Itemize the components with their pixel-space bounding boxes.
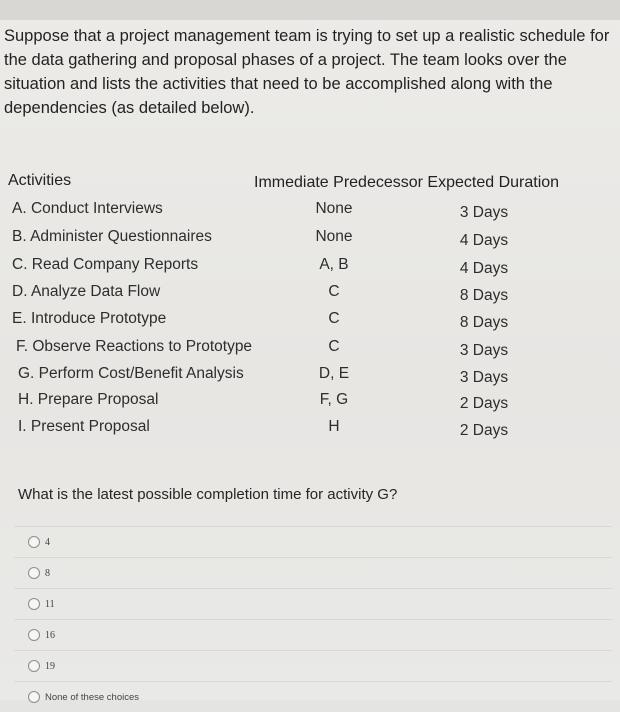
table-row (0, 391, 620, 417)
predecessor: None (315, 200, 353, 217)
activity-name: F. Observe Reactions to Prototype (16, 338, 253, 355)
choice-label: None of these choices (45, 691, 140, 703)
table-row (0, 365, 620, 391)
answer-choice-none[interactable] (14, 681, 612, 712)
question-text: What is the latest possible completion time for activity G? (18, 486, 398, 503)
table-row (0, 256, 620, 282)
radio-button-icon[interactable] (28, 660, 40, 672)
duration: 3 Days (459, 204, 509, 221)
predecessor: F, G (319, 391, 349, 408)
predecessor: C (328, 310, 340, 327)
activity-name: B. Administer Questionnaires (12, 228, 212, 245)
top-bar (0, 0, 620, 20)
activities-header: Activities (8, 172, 72, 189)
choice-label: 11 (45, 598, 55, 610)
radio-button-icon[interactable] (28, 629, 40, 641)
predecessor: C (328, 338, 340, 355)
table-row (0, 310, 620, 336)
choice-label: 8 (45, 567, 50, 579)
radio-button-icon[interactable] (28, 598, 40, 610)
activity-name: C. Read Company Reports (12, 256, 199, 273)
radio-button-icon[interactable] (28, 691, 40, 703)
radio-button-icon[interactable] (28, 567, 40, 579)
activity-name: A. Conduct Interviews (12, 200, 163, 217)
activity-name: D. Analyze Data Flow (12, 283, 161, 300)
answer-choice-16[interactable] (14, 619, 612, 650)
predecessor-duration-header: Immediate Predecessor Expected Duration (254, 174, 560, 191)
table-row (0, 283, 620, 309)
activity-name: E. Introduce Prototype (12, 310, 167, 327)
predecessor: H (328, 418, 340, 435)
duration: 8 Days (459, 287, 509, 304)
question-prompt: Suppose that a project management team is trying to set up a realistic schedule for the data gathering and proposal phases of a project. The team looks over the situation and lists the activities that need to be accomplished along with the dependencies (as detailed below). (4, 27, 610, 117)
activity-name: G. Perform Cost/Benefit Analysis (18, 365, 244, 382)
answer-choice-8[interactable] (14, 557, 612, 588)
duration: 2 Days (459, 395, 509, 412)
radio-button-icon[interactable] (28, 536, 40, 548)
duration: 3 Days (459, 369, 509, 386)
answer-choice-19[interactable] (14, 650, 612, 681)
duration: 8 Days (459, 314, 509, 331)
answer-choices (14, 526, 612, 712)
table-row (0, 338, 620, 364)
table-row (0, 418, 620, 444)
predecessor: C (328, 283, 340, 300)
predecessor: A, B (319, 256, 349, 273)
choice-label: 16 (45, 629, 55, 641)
choice-label: 19 (45, 660, 55, 672)
duration: 3 Days (459, 342, 509, 359)
predecessor: D, E (318, 365, 350, 382)
answer-choice-4[interactable] (14, 526, 612, 557)
predecessor: None (315, 228, 353, 245)
activity-name: I. Present Proposal (18, 418, 150, 435)
answer-choice-11[interactable] (14, 588, 612, 619)
activity-name: H. Prepare Proposal (18, 391, 159, 408)
table-row (0, 200, 620, 226)
duration: 4 Days (459, 260, 509, 277)
duration: 4 Days (459, 232, 509, 249)
table-row (0, 228, 620, 254)
choice-label: 4 (45, 536, 50, 548)
duration: 2 Days (459, 422, 509, 439)
